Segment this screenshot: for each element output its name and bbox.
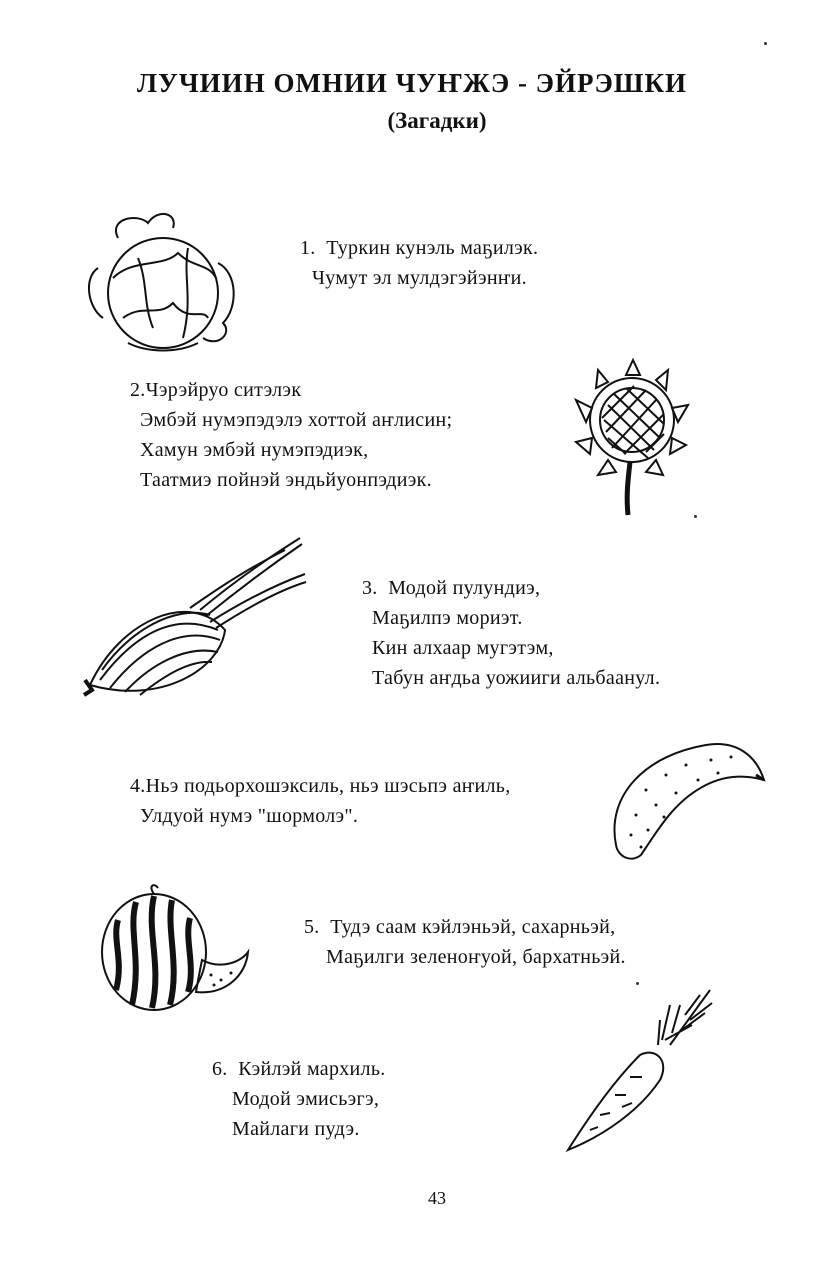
onion-icon	[80, 530, 310, 705]
riddle-line: Чумут эл мулдэгэйэнҥи.	[312, 267, 527, 289]
riddle-2	[130, 375, 452, 495]
riddle-line: Маҕилпэ мориэт.	[372, 607, 523, 629]
riddle-line: Ньэ подьорхошэксиль, ньэ шэсьпэ аҥиль,	[145, 775, 511, 797]
riddle-1	[300, 233, 538, 293]
riddle-line: Тудэ саам кэйлэньэй, сахарньэй,	[330, 916, 616, 938]
riddle-number: 1.	[300, 237, 316, 259]
sunflower-icon	[568, 350, 698, 520]
page-number: 43	[428, 1188, 446, 1208]
watermelon-icon	[96, 880, 256, 1015]
riddle-6	[212, 1054, 386, 1144]
riddle-line: Табун аҥдьа уожииги альбаанул.	[372, 667, 661, 689]
riddle-line: Кин алхаар мугэтэм,	[372, 637, 554, 659]
riddle-number: 2.	[130, 379, 146, 401]
riddle-3	[362, 573, 660, 693]
riddle-line: Чэрэйруо ситэлэк	[145, 379, 302, 401]
riddle-line: Маҕилги зеленоҥуой, бархатньэй.	[326, 946, 626, 968]
carrot-icon	[560, 985, 720, 1155]
cabbage-icon	[78, 208, 248, 358]
riddle-number: 4.	[130, 775, 146, 797]
riddle-line: Таатмиэ пойнэй эндьйуонпэдиэк.	[140, 469, 432, 491]
riddle-line: Эмбэй нумэпэдэлэ хоттой аҥлисин;	[140, 409, 453, 431]
riddle-line: Майлаги пудэ.	[232, 1118, 360, 1140]
riddle-number: 6.	[212, 1058, 228, 1080]
speck	[694, 515, 697, 518]
riddle-line: Кэйлэй мархиль.	[238, 1058, 386, 1080]
riddle-number: 3.	[362, 577, 378, 599]
page-subtitle: (Загадки)	[387, 108, 487, 133]
riddle-5	[304, 912, 626, 972]
speck	[764, 42, 767, 45]
page-title: ЛУЧИИН ОМНИИ ЧУҤЖЭ - ЭЙРЭШКИ	[136, 68, 688, 98]
riddle-line: Туркин кунэль маҕилэк.	[326, 237, 539, 259]
speck	[636, 982, 639, 985]
riddle-line: Хамун эмбэй нумэпэдиэк,	[140, 439, 369, 461]
riddle-line: Модой эмисьэгэ,	[232, 1088, 380, 1110]
riddle-line: Улдуой нумэ "шормолэ".	[140, 805, 359, 827]
riddle-line: Модой пулундиэ,	[388, 577, 541, 599]
cucumber-icon	[606, 735, 771, 865]
riddle-number: 5.	[304, 916, 320, 938]
riddle-4	[130, 771, 511, 831]
